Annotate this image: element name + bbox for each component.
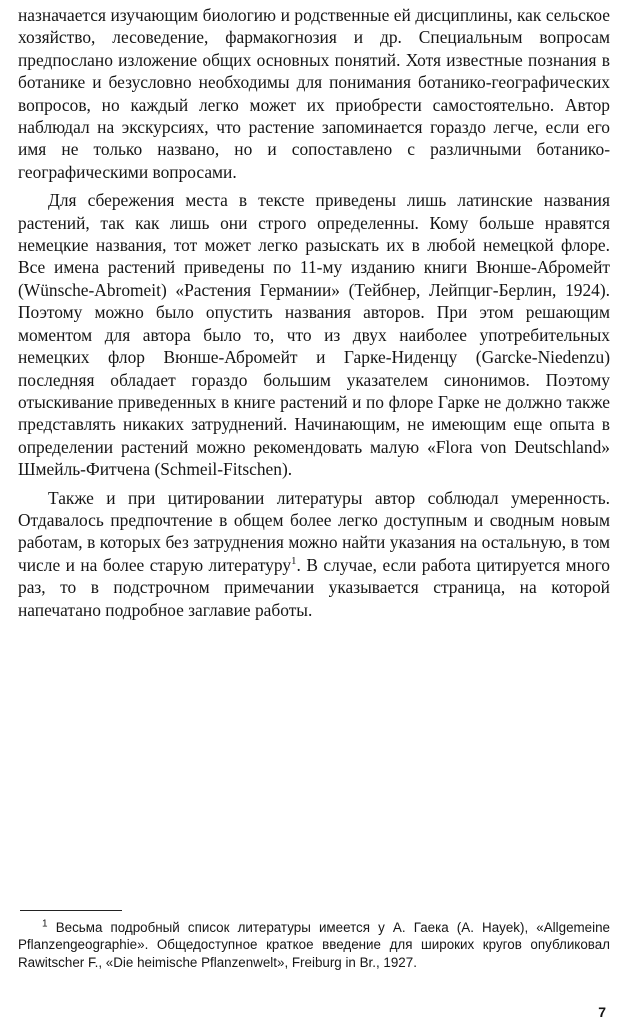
footnote-reference-mark: 1 — [291, 554, 297, 567]
paragraph-3 — [18, 487, 610, 621]
page-number: 7 — [598, 1004, 606, 1020]
paragraph-3-text-b: . В случае, если работа цитируется много раз, то в подстрочном примечании указывается страница, на которой напечатано подробное заглавие работы. — [18, 554, 610, 620]
body-text — [18, 4, 610, 621]
paragraph-1: назначается изучающим биологию и родственные ей дисциплины, как сельское хозяйство, лесоведение, фармакогнозия и др. Специальным вопросам предпослано изложение общих основных понятий. Хотя известные познания в ботанике и безусловно необходимы для понимания ботанико-географических вопросов, но каждый легко может их приобрести самостоятельно. Автор наблюдал на экскурсиях, что растение запоминается гораздо легче, если его имя не только названо, но и сопоставлено с различными ботанико-географическими вопросами. — [18, 5, 610, 182]
footnote-separator — [20, 910, 122, 911]
footnote — [18, 919, 610, 971]
footnote-mark: 1 — [42, 918, 48, 930]
book-page — [18, 4, 610, 1032]
footnote-text: Весьма подробный список литературы имеется у А. Гаека (A. Hayek), «Allgemeine Pflanzengeographie». Общедоступное краткое введение для широких кругов опубликовал Rawitscher F., «Die heimische Pflanzenwelt», Freiburg in Br., 1927. — [18, 920, 610, 970]
paragraph-2: Для сбережения места в тексте приведены лишь латинские названия растений, так как лишь они строго определенны. Кому больше нравятся немецкие названия, тот может легко разыскать их в любой немецкой флоре. Все имена растений приведены по 11-му изданию книги Вюнше-Абромейт (Wünsche-Abromeit) «Растения Германии» (Тейбнер, Лейпциг-Берлин, 1924). Поэтому можно было опустить названия авторов. При этом решающим моментом для автора было то, что из двух наиболее употребительных немецких флор Вюнше-Абромейт и Гарке-Ниденцу (Garcke-Niedenzu) последняя обладает гораздо большим указателем синонимов. Поэтому отыскивание приведенных в книге растений и по флоре Гарке не должно также представлять никаких затруднений. Начинающим, не имеющим еще опыта в определении растений можно рекомендовать малую «Flora von Deutschland» Шмейль-Фитчена (Schmeil-Fitschen). — [18, 190, 610, 480]
paragraph-3-text-a: Также и при цитировании литературы автор соблюдал умеренность. Отдавалось предпочтение в общем более легко доступным и сводным новым работам, в которых без затруднения можно найти указания на остальную, в том числе и на более старую литературу — [18, 487, 610, 575]
